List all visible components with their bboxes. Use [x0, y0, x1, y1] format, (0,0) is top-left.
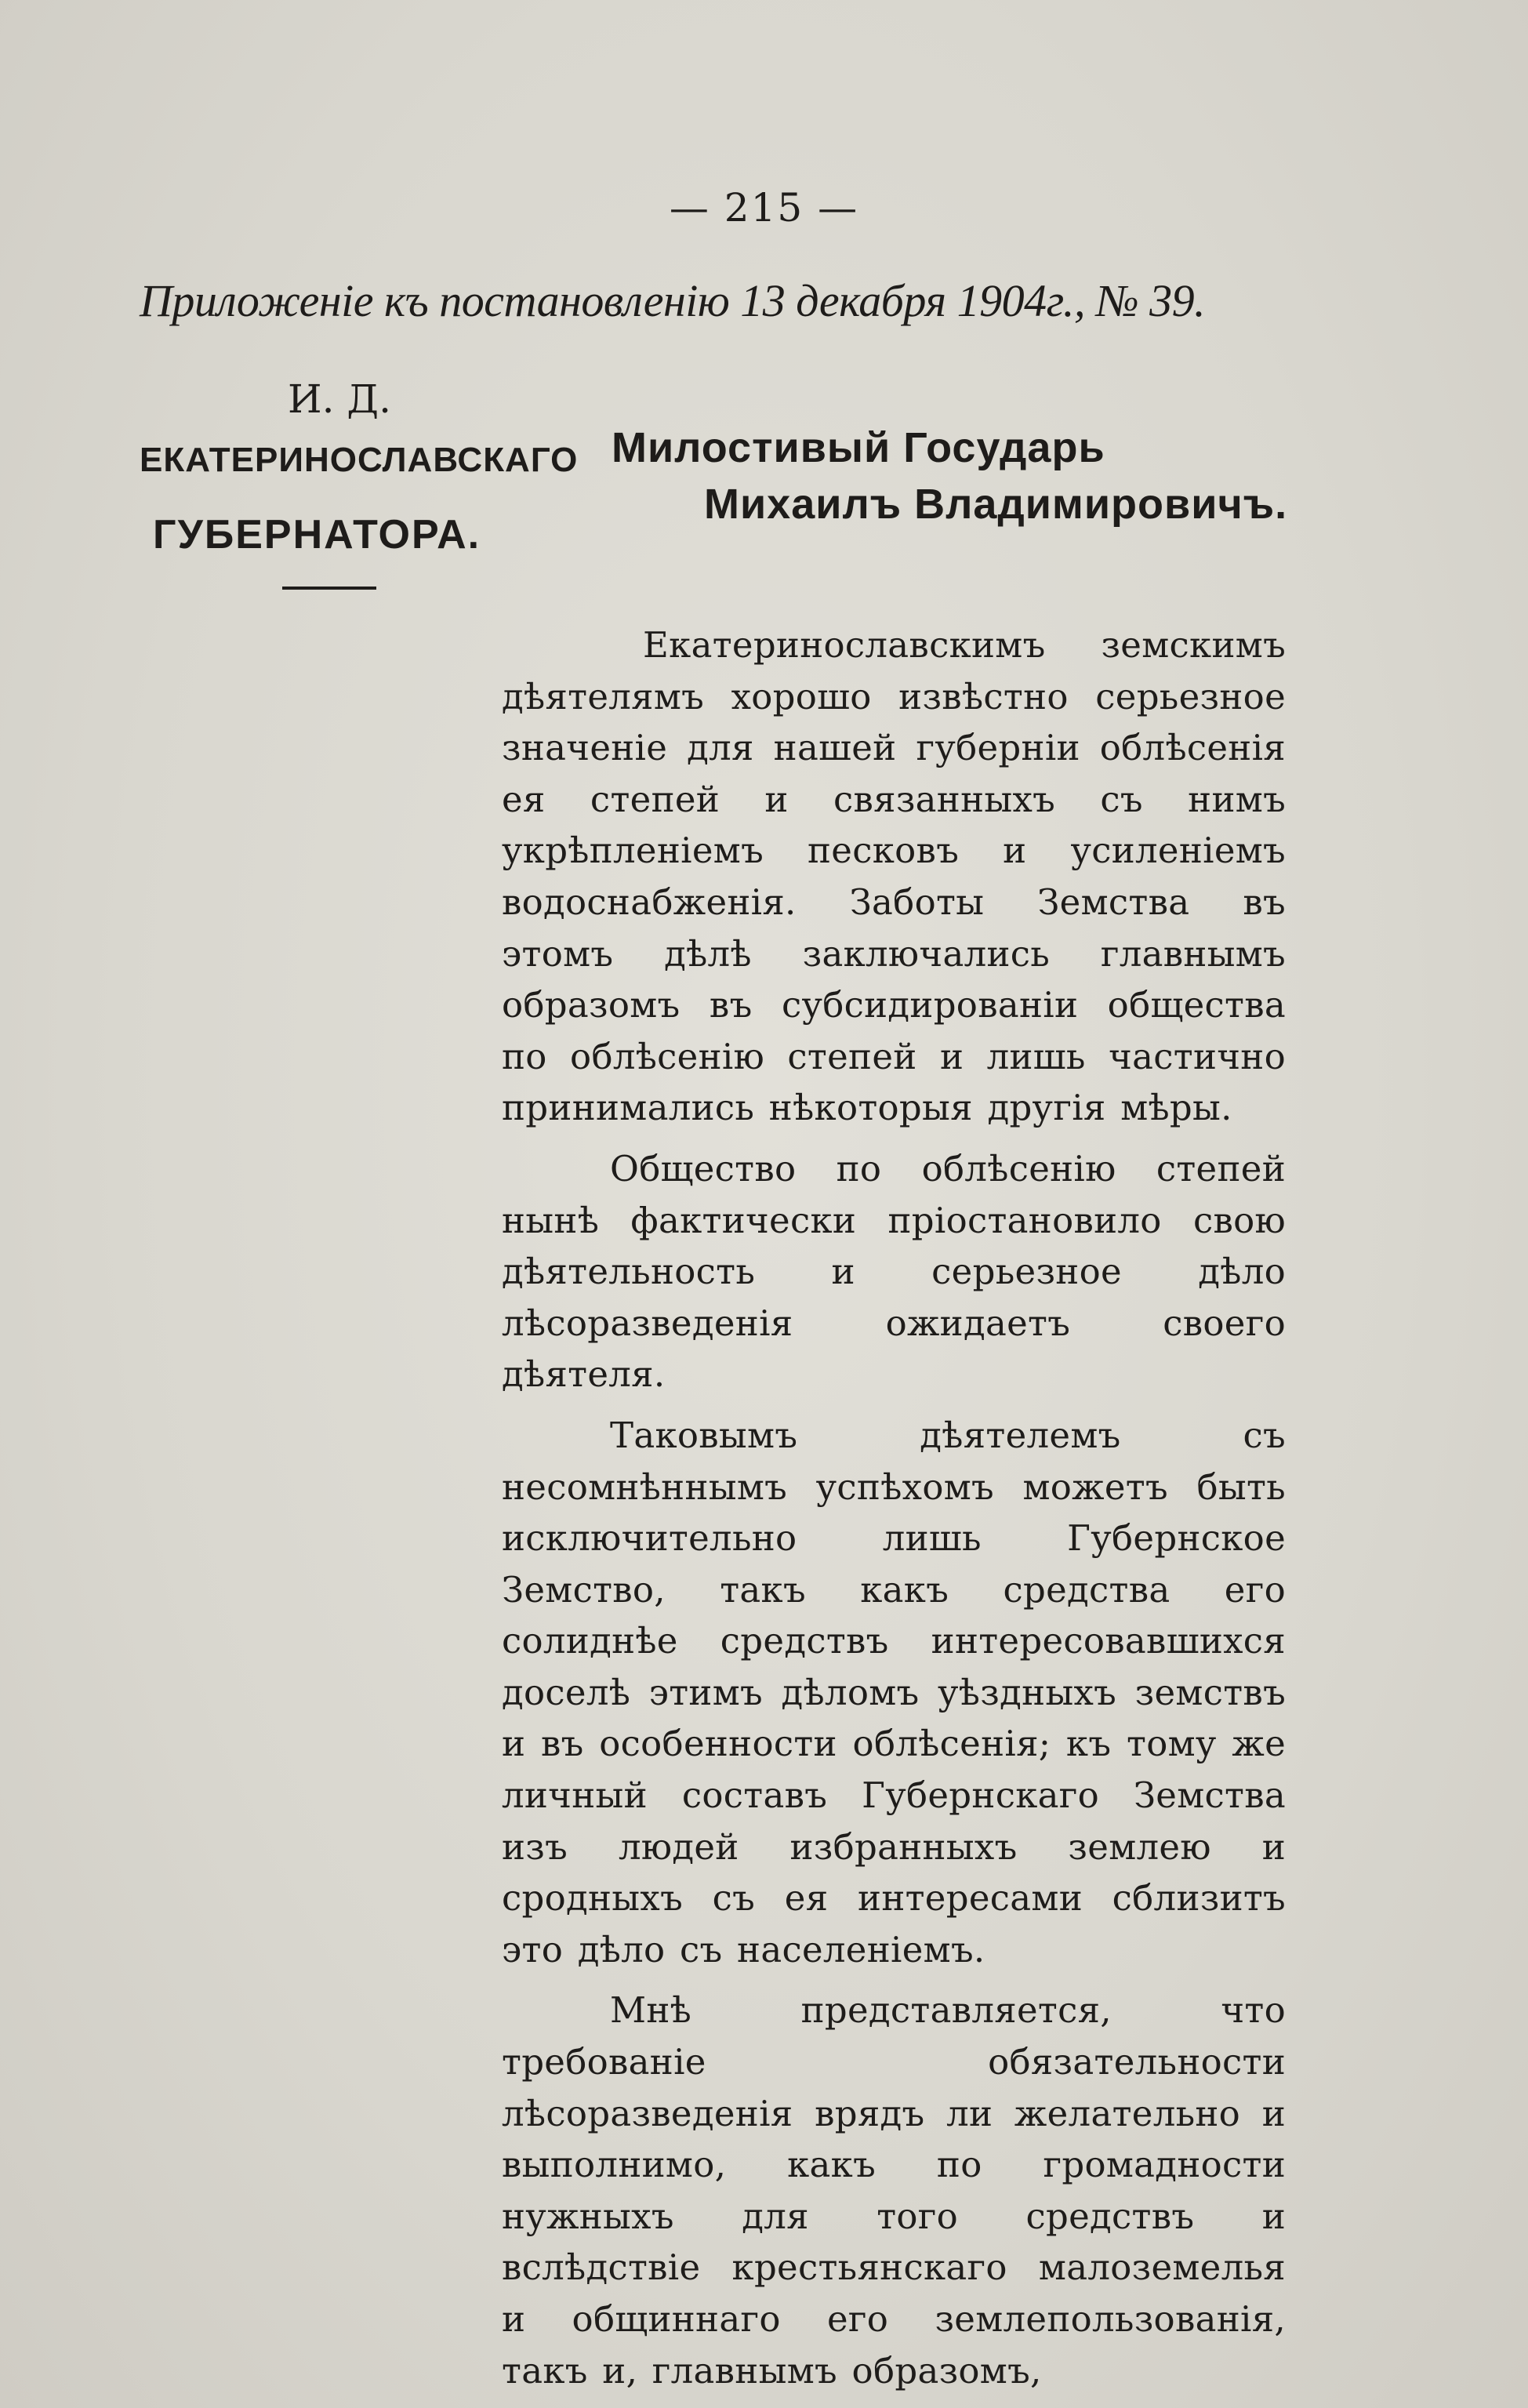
- sender-organization: ЕКАТЕРИНОСЛАВСКАГО: [140, 441, 579, 479]
- sender-divider: [282, 587, 376, 590]
- body-paragraph: Общество по облѣсенію степей нынѣ фактически пріостановило свою дѣятельность и серьезное дѣло лѣсоразведенія ожидаетъ своего дѣятеля.: [502, 1147, 1286, 1396]
- body-paragraph: Таковымъ дѣятелемъ съ несомнѣннымъ успѣхомъ можетъ быть исключительно лишь Губернское Земство, такъ какъ средства его солиднѣе средствъ интересовавшихся доселѣ этимъ дѣломъ уѣздныхъ земствъ и въ особенности облѣсенія; къ тому же личный составъ Губернскаго Земства изъ людей избранныхъ землею и сродныхъ съ ея интересами сблизитъ это дѣло съ населеніемъ.: [502, 1414, 1286, 1970]
- body-paragraph: Мнѣ представляется, что требованіе обязательности лѣсоразведенія врядъ ли желательно и выполнимо, какъ по громадности нужныхъ для того средствъ и вслѣдствіе крестьянскаго малоземелья и общиннаго его землепользованія, такъ и, главнымъ образомъ,: [502, 1989, 1286, 2392]
- appendix-heading: Приложеніе къ постановленію 13 декабря 1904г., № 39.: [140, 275, 1206, 326]
- sender-initials: И. Д.: [288, 376, 391, 422]
- letter-body: [502, 619, 1286, 2406]
- sender-title: ГУБЕРНАТОРА.: [153, 512, 481, 558]
- salutation-line-1: Милостивый Государь: [612, 424, 1105, 471]
- page-number: — 215 —: [669, 185, 859, 231]
- body-paragraph: Екатеринославскимъ земскимъ дѣятелямъ хорошо извѣстно серьезное значеніе для нашей губерніи облѣсенія ея степей и связанныхъ съ нимъ укрѣпленіемъ песковъ и усиленіемъ водоснабженія. Заботы Земства въ этомъ дѣлѣ заключались главнымъ образомъ въ субсидированіи общества по облѣсенію степей и лишь частично принимались нѣкоторыя другія мѣры.: [502, 624, 1286, 1129]
- salutation-line-2: Михаилъ Владимировичъ.: [704, 481, 1288, 528]
